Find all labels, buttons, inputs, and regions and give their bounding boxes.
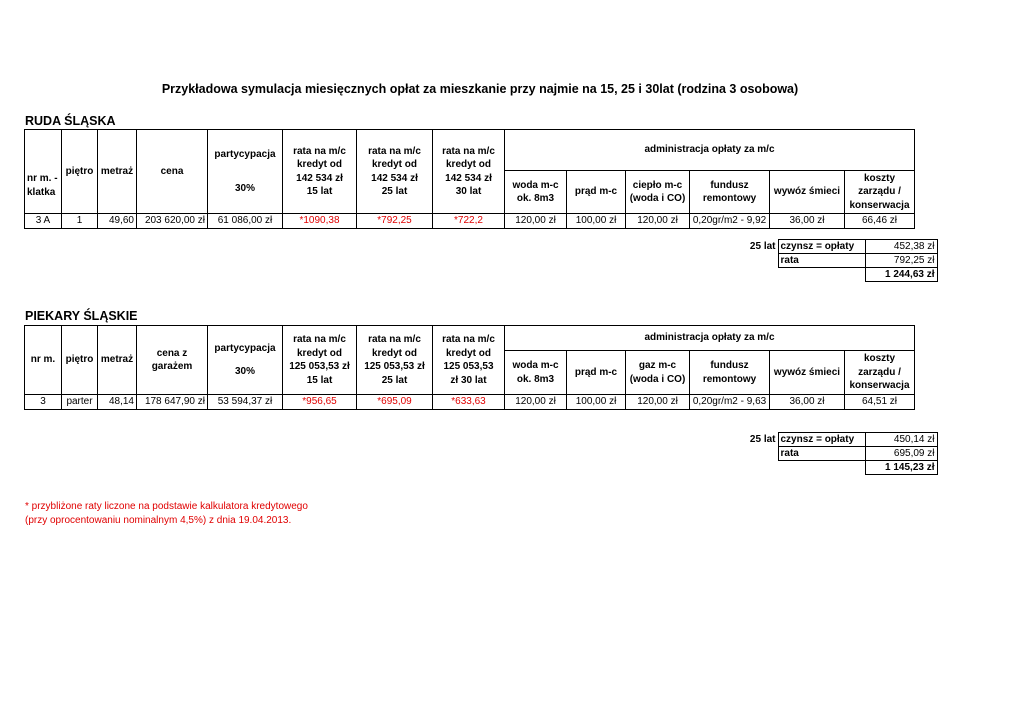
cell-koszty: 66,46 zł xyxy=(845,214,915,229)
cell-prad: 100,00 zł xyxy=(567,214,626,229)
summary-total: 1 145,23 zł xyxy=(865,461,937,475)
section-title-piekary: PIEKARY ŚLĄSKIE xyxy=(25,309,138,323)
cell-cena: 178 647,90 zł xyxy=(137,395,208,410)
cell-cieplo: 120,00 zł xyxy=(626,214,690,229)
cell-koszty: 64,51 zł xyxy=(845,395,915,410)
cell-prad: 100,00 zł xyxy=(567,395,626,410)
cell-nr: 3 xyxy=(25,395,62,410)
col-header-partycypacja: partycypacja 30% xyxy=(208,326,283,395)
col-header-partycypacja: partycypacja 30% xyxy=(208,130,283,214)
col-header-metraz: metraż xyxy=(98,326,137,395)
piekary-table xyxy=(24,325,915,410)
col-header-koszty: koszty zarządu / konserwacja xyxy=(845,171,915,214)
col-header-cena: cena z garażem xyxy=(137,326,208,395)
footnote-line1: * przybliżone raty liczone na podstawie kalkulatora kredytowego xyxy=(25,501,308,512)
ruda-summary xyxy=(740,239,938,282)
col-header-admin: administracja opłaty za m/c xyxy=(505,326,915,351)
summary-rata-label: rata xyxy=(778,447,865,461)
document-title: Przykładowa symulacja miesięcznych opłat za mieszkanie przy najmie na 15, 25 i 30lat (rodzina 3 osobowa) xyxy=(161,82,799,96)
footnote xyxy=(25,500,308,528)
col-header-cieplo: gaz m-c (woda i CO) xyxy=(626,351,690,395)
col-header-woda: woda m-c ok. 8m3 xyxy=(505,351,567,395)
table-row xyxy=(25,395,915,410)
cell-woda: 120,00 zł xyxy=(505,395,567,410)
col-header-cena: cena xyxy=(137,130,208,214)
cell-partycypacja: 61 086,00 zł xyxy=(208,214,283,229)
cell-metraz: 48,14 xyxy=(98,395,137,410)
cell-fundusz: 0,20gr/m2 - 9,63 xyxy=(690,395,770,410)
cell-pietro: 1 xyxy=(62,214,98,229)
col-header-rata15: rata na m/c kredyt od 125 053,53 zł 15 lat xyxy=(283,326,357,395)
col-header-woda: woda m-c ok. 8m3 xyxy=(505,171,567,214)
cell-smieci: 36,00 zł xyxy=(770,214,845,229)
cell-rata15: *956,65 xyxy=(283,395,357,410)
cell-rata15: *1090,38 xyxy=(283,214,357,229)
col-header-nr: nr m. - klatka xyxy=(25,130,62,214)
col-header-cieplo: ciepło m-c (woda i CO) xyxy=(626,171,690,214)
footnote-line2: (przy oprocentowaniu nominalnym 4,5%) z dnia 19.04.2013. xyxy=(25,515,292,526)
col-header-rata25: rata na m/c kredyt od 125 053,53 zł 25 lat xyxy=(357,326,433,395)
col-header-smieci: wywóz śmieci xyxy=(770,351,845,395)
cell-rata30: *722,2 xyxy=(433,214,505,229)
col-header-admin: administracja opłaty za m/c xyxy=(505,130,915,171)
cell-partycypacja: 53 594,37 zł xyxy=(208,395,283,410)
summary-total: 1 244,63 zł xyxy=(865,268,937,282)
col-header-rata30: rata na m/c kredyt od 142 534 zł 30 lat xyxy=(433,130,505,214)
summary-rata-value: 792,25 zł xyxy=(865,254,937,268)
cell-cena: 203 620,00 zł xyxy=(137,214,208,229)
col-header-rata30: rata na m/c kredyt od 125 053,53 zł 30 lat xyxy=(433,326,505,395)
summary-rata-label: rata xyxy=(778,254,865,268)
cell-rata25: *792,25 xyxy=(357,214,433,229)
col-header-rata25: rata na m/c kredyt od 142 534 zł 25 lat xyxy=(357,130,433,214)
summary-czynsz-value: 452,38 zł xyxy=(865,240,937,254)
col-header-metraz: metraż xyxy=(98,130,137,214)
col-header-prad: prąd m-c xyxy=(567,171,626,214)
col-header-fundusz: fundusz remontowy xyxy=(690,171,770,214)
col-header-pietro: piętro xyxy=(62,130,98,214)
col-header-nr: nr m. xyxy=(25,326,62,395)
col-header-smieci: wywóz śmieci xyxy=(770,171,845,214)
piekary-summary xyxy=(740,432,938,475)
cell-cieplo: 120,00 zł xyxy=(626,395,690,410)
col-header-prad: prąd m-c xyxy=(567,351,626,395)
col-header-koszty: koszty zarządu / konserwacja xyxy=(845,351,915,395)
ruda-table xyxy=(24,129,915,229)
cell-smieci: 36,00 zł xyxy=(770,395,845,410)
cell-pietro: parter xyxy=(62,395,98,410)
summary-rata-value: 695,09 zł xyxy=(865,447,937,461)
col-header-fundusz: fundusz remontowy xyxy=(690,351,770,395)
cell-nr: 3 A xyxy=(25,214,62,229)
cell-fundusz: 0,20gr/m2 - 9,92 xyxy=(690,214,770,229)
summary-czynsz-label: czynsz = opłaty xyxy=(778,433,865,447)
col-header-rata15: rata na m/c kredyt od 142 534 zł 15 lat xyxy=(283,130,357,214)
cell-rata25: *695,09 xyxy=(357,395,433,410)
cell-metraz: 49,60 xyxy=(98,214,137,229)
table-row xyxy=(25,214,915,229)
summary-period: 25 lat xyxy=(749,241,776,252)
col-header-pietro: piętro xyxy=(62,326,98,395)
summary-czynsz-label: czynsz = opłaty xyxy=(778,240,865,254)
section-title-ruda: RUDA ŚLĄSKA xyxy=(25,114,116,128)
summary-czynsz-value: 450,14 zł xyxy=(865,433,937,447)
cell-rata30: *633,63 xyxy=(433,395,505,410)
cell-woda: 120,00 zł xyxy=(505,214,567,229)
summary-period: 25 lat xyxy=(749,434,776,445)
